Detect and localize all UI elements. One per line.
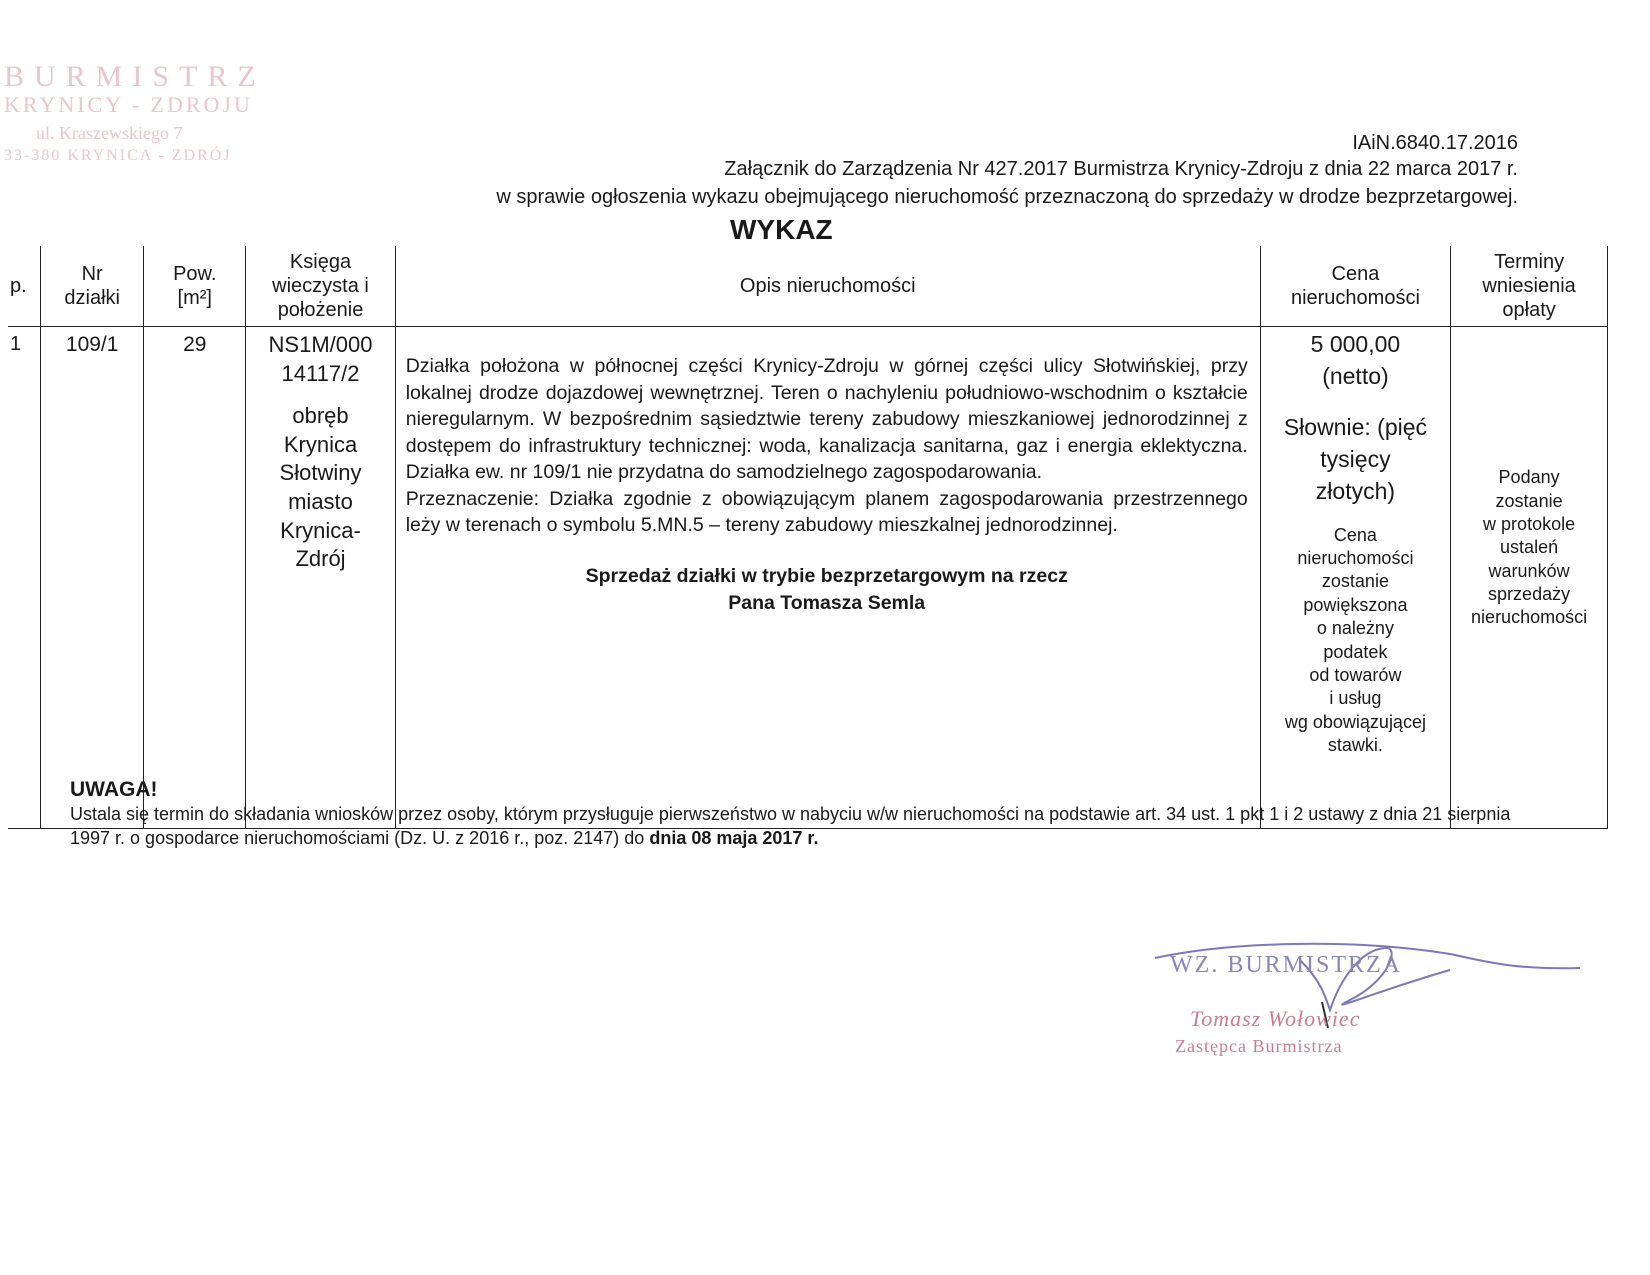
header-text: Terminy (1494, 251, 1565, 273)
header-pow (144, 246, 246, 327)
vat-line: podatek (1323, 641, 1388, 662)
header-opis: Opis nieruchomości (395, 246, 1260, 327)
description-text: Działka położona w północnej części Krynicy-Zdroju w górnej części ulicy Słotwińskiej, przy lokalnej drodze dojazdowej wewnętrznej. Teren o nachyleniu południowo-wschodnim o kształcie nieregularnym. W bezpośrednim sąsiedztwie tereny zabudowy mieszkaniowej jednorodzinnej z dostępem do infrastruktury technicznej: woda, kanalizacja sanitarna, gaz i energia eklektyczna. Działka ew. nr 109/1 nie przydatna do samodzielnego zagospodarowania. (405, 355, 1248, 484)
table-header-row (8, 246, 1608, 327)
vat-line: powiększona (1303, 594, 1408, 615)
note-text (70, 802, 1550, 851)
land-register: NS1M/000 (268, 332, 373, 357)
header-text: wieczysta i (272, 275, 369, 297)
price-value: 5 000,00 (1310, 331, 1401, 357)
vat-line: Cena (1333, 524, 1377, 545)
terms-line: nieruchomości (1471, 607, 1588, 628)
header-text: Nr (81, 263, 103, 285)
signature-function: Zastępca Burmistrza (1175, 1036, 1343, 1056)
header-text: Cena (1331, 263, 1380, 285)
vat-line: nieruchomości (1297, 548, 1414, 569)
location-line: Zdrój (295, 546, 346, 572)
annex-line: Załącznik do Zarządzenia Nr 427.2017 Burmistrza Krynicy-Zdroju z dnia 22 marca 2017 r. (724, 158, 1518, 180)
price-net: (netto) (1322, 362, 1389, 389)
stamp-line: ul. Kraszewskiego 7 (36, 123, 183, 143)
cell-terminy (1451, 327, 1608, 829)
vat-line: od towarów (1309, 665, 1402, 686)
price-words-line: Słownie: (pięć (1283, 414, 1428, 441)
terms-line: warunków (1488, 560, 1570, 581)
vat-line: o należny (1316, 618, 1394, 639)
location-line: obręb (292, 403, 349, 429)
location-line: Krynica (283, 431, 358, 457)
location-line: Krynica- (280, 517, 361, 543)
signature-stamp (1150, 940, 1590, 1060)
subject-line: w sprawie ogłoszenia wykazu obejmującego nieruchomość przeznaczoną do sprzedaży w drodze bezprzetargowej. (496, 186, 1518, 208)
land-register: 14117/2 (281, 360, 360, 386)
stamp-line: KRYNICY - ZDROJU (4, 92, 253, 117)
header-kw (246, 246, 395, 327)
terms-line: sprzedaży (1488, 584, 1571, 605)
stamp-line: 33-380 KRYNICA - ZDRÓJ (4, 147, 232, 164)
cell-opis (395, 327, 1260, 829)
signature-name: Tomasz Wołowiec (1190, 1006, 1361, 1031)
note-heading: UWAGA! (70, 778, 158, 801)
header-text: Księga (289, 251, 352, 273)
signature-role: WZ. BURMISTRZA (1170, 952, 1402, 978)
header-nr (41, 246, 144, 327)
cell-lp: 1 (8, 327, 41, 829)
terms-line: Podany (1498, 467, 1560, 488)
vat-note (1262, 524, 1449, 758)
header-text: położenie (277, 299, 364, 321)
stamp-line: BURMISTRZ (4, 60, 266, 93)
vat-line: i usług (1329, 688, 1382, 709)
price-words (1262, 412, 1449, 507)
location-line: miasto (288, 488, 353, 514)
cell-pow: 29 (144, 327, 246, 829)
price-words-line: tysięcy (1320, 446, 1391, 473)
office-stamp (4, 62, 274, 164)
cell-kw (246, 327, 395, 829)
vat-line: stawki. (1327, 735, 1383, 756)
vat-line: wg obowiązującej (1284, 711, 1426, 732)
document-title: WYKAZ (730, 214, 833, 245)
cell-nr: 109/1 (41, 327, 144, 829)
header-text: nieruchomości (1290, 287, 1420, 309)
cell-cena (1260, 327, 1450, 829)
purpose-text: Przeznaczenie: Działka zgodnie z obowiązującym planem zagospodarowania przestrzennego leży w terenach o symbolu 5.MN.5 – tereny zabudowy mieszkalnej jednorodzinnej. (405, 487, 1248, 537)
price-words-line: złotych) (1315, 477, 1396, 504)
terms-line: ustaleń (1500, 537, 1559, 558)
note-body: Ustala się termin do składania wniosków przez osoby, którym przysługuje pierwszeństwo w nabyciu w/w nieruchomości na podstawie art. 34 ust. 1 pkt 1 i 2 ustawy z dnia 21 sierpnia 1997 r. o gospodarce nieruchomościami (Dz. U. z 2016 r., poz. 2147) do (70, 804, 1511, 849)
case-signature: IAiN.6840.17.2016 (1352, 132, 1518, 154)
header-text: Pow. (173, 263, 217, 285)
vat-line: zostanie (1321, 571, 1389, 592)
note-deadline: dnia 08 maja 2017 r. (649, 828, 819, 849)
sale-line: Pana Tomasza Semla (728, 591, 926, 614)
header-text: wniesienia (1482, 275, 1576, 297)
terms-line: zostanie (1495, 490, 1563, 511)
sale-line: Sprzedaż działki w trybie bezprzetargowym na rzecz (585, 564, 1068, 587)
sale-note (406, 563, 1248, 617)
header-cena (1260, 246, 1450, 327)
header-text: [m²] (177, 287, 212, 309)
location-line: Słotwiny (279, 460, 362, 486)
header-text: opłaty (1502, 299, 1556, 321)
table-row (8, 327, 1608, 829)
property-table (8, 246, 1608, 829)
header-terminy (1451, 246, 1608, 327)
terms-line: w protokole (1483, 513, 1576, 534)
header-lp: p. (8, 246, 41, 327)
header-text: działki (64, 287, 120, 309)
